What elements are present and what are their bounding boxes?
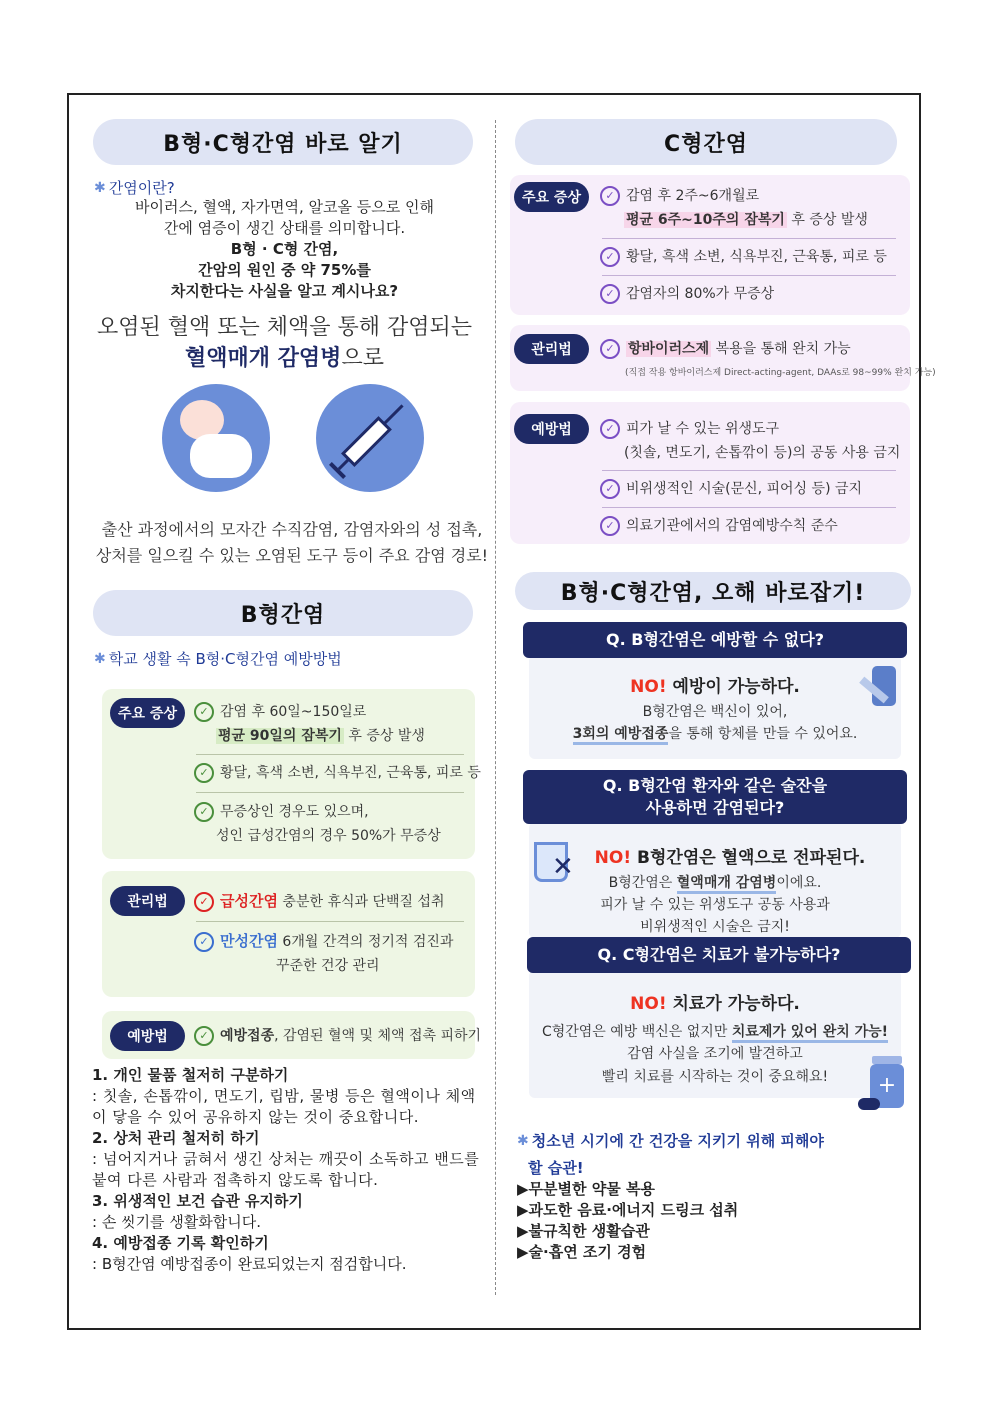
list-item-body: : B형간염 예방접종이 완료되었는지 점검합니다. [92,1255,407,1273]
check-icon: ✓ [600,247,620,267]
intro-line-1: 바이러스, 혈액, 자가면역, 알코올 등으로 인해 [135,198,434,216]
b-symptom-badge: 주요 증상 [110,698,185,728]
divider-line [602,507,896,508]
q3-answer-head: NO! 치료가 가능하다. [630,994,800,1014]
syringe-vial-icon [858,660,898,720]
list-item-body: : 넘어지거나 긁혀서 생긴 상처는 깨끗이 소독하고 밴드를 붙여 다른 사람과 접촉하지 않도록 합니다. [92,1150,480,1189]
b-symptom-3: ✓ 무증상인 경우도 있으며, [194,801,369,823]
misconceptions-title-pill [515,572,911,610]
c-symptom-1b: 평균 6주~10주의 잠복기 후 증상 발생 [626,212,868,228]
list-item: ▶무분별한 약물 복용 [517,1180,655,1198]
c-prevent-1b: (칫솔, 면도기, 손톱깎이 등)의 공동 사용 금지 [624,445,901,461]
list-item: ▶술·흡연 조기 경험 [517,1243,647,1261]
left-title: B형·C형간염 바로 알기 [163,131,403,157]
list-item: 4. 예방접종 기록 확인하기 [92,1234,269,1252]
column-divider [495,120,496,1295]
q1-header: Q. B형간염은 예방할 수 없다? [523,622,907,658]
check-icon: ✓ [194,892,214,912]
infection-text-1: 오염된 혈액 또는 체액을 통해 감염되는 [97,315,472,340]
c-prevent-badge: 예방법 [514,414,589,444]
bold-line-2: 간암의 원인 중 약 75%를 [198,261,371,279]
what-is-hepatitis-heading: ✱ 간염이란? [94,179,175,197]
check-icon: ✓ [194,763,214,783]
b-symptom-1: ✓ 감염 후 60일~150일로 [194,701,366,723]
q3-answer-1: C형간염은 예방 백신은 없지만 치료제가 있어 완치 가능! [529,1021,901,1043]
check-icon: ✓ [600,419,620,439]
check-icon: ✓ [600,339,620,359]
b-manage-1: ✓ 급성간염 충분한 휴식과 단백질 섭취 [194,890,445,913]
left-title-pill [93,119,473,165]
prevention-list [92,1065,482,1275]
q2-answer-2: 피가 날 수 있는 위생도구 공동 사용과 [600,897,830,913]
star-icon: ✱ [517,1132,529,1149]
hepatitis-c-title: C형간염 [664,131,748,157]
list-item-body: : 칫솔, 손톱깎이, 면도기, 립밤, 물병 등은 혈액이나 체액이 닿을 수 있어 공유하지 않는 것이 중요합니다. [92,1087,476,1126]
medicine-bottle-icon: + [858,1052,912,1116]
b-symptom-1b: 평균 90일의 잠복기 후 증상 발생 [218,728,425,744]
list-item: 3. 위생적인 보건 습관 유지하기 [92,1192,303,1210]
b-manage-badge: 관리법 [110,886,185,916]
q1-answer-2: 3회의 예방접종을 통해 항체를 만들 수 있어요. [529,723,901,745]
q1-answer-1: B형간염은 백신이 있어, [642,704,788,720]
baby-illustration-circle [162,384,270,492]
c-manage-note: (직접 작용 항바이러스제 Direct-acting-agent, DAAs로 98~99% 완치 가능) [625,368,936,378]
hepatitis-b-title-pill [93,590,473,636]
list-item-body: : 손 씻기를 생활화합니다. [92,1213,262,1231]
check-icon: ✓ [194,932,214,952]
b-prevent-1: ✓ 예방접종, 감염된 혈액 및 체액 접촉 피하기 [194,1025,481,1047]
b-manage-2: ✓ 만성간염 6개월 간격의 정기적 검진과 [194,930,453,953]
q2-answer-3: 비위생적인 시술은 금지! [640,919,790,935]
list-item: ▶불규칙한 생활습관 [517,1222,650,1240]
q2-answer-1: B형간염은 혈액매개 감염병이에요. [529,872,901,894]
syringe-icon [316,384,424,492]
habit-heading: ✱ 청소년 시기에 간 건강을 지키기 위해 피해야 [517,1132,824,1150]
b-symptom-3b: 성인 급성간염의 경우 50%가 무증상 [216,828,441,844]
hepatitis-c-title-pill [515,119,897,165]
check-icon: ✓ [600,516,620,536]
check-icon: ✓ [600,479,620,499]
check-icon: ✓ [600,186,620,206]
list-item: 2. 상처 관리 철저히 하기 [92,1129,260,1147]
intro-line-2: 간에 염증이 생긴 상태를 의미합니다. [163,219,406,237]
b-manage-2b: 꾸준한 건강 관리 [276,958,380,974]
c-symptom-3: ✓ 감염자의 80%가 무증상 [600,283,774,305]
q3-answer-2: 감염 사실을 조기에 발견하고 [627,1046,803,1062]
route-caption-1: 출산 과정에서의 모자간 수직감염, 감염자와의 성 접촉, [101,520,483,539]
q3-header: Q. C형간염은 치료가 불가능하다? [527,937,911,973]
divider-line [602,238,896,239]
c-prevent-3: ✓ 의료기관에서의 감염예방수칙 준수 [600,515,838,537]
school-prevention-heading: ✱ 학교 생활 속 B형·C형간염 예방방법 [94,650,342,668]
q1-answer-head: NO! 예방이 가능하다. [630,677,800,697]
c-manage-1: ✓ 항바이러스제 복용을 통해 완치 가능 [600,338,851,360]
c-symptom-2: ✓ 황달, 흑색 소변, 식욕부진, 근육통, 피로 등 [600,246,887,268]
q2-header: Q. B형간염 환자와 같은 술잔을 사용하면 감염된다? [523,770,907,824]
bold-line-1: B형 · C형 간염, [230,240,339,258]
q3-answer-3: 빨리 치료를 시작하는 것이 중요해요! [601,1069,829,1085]
route-caption-2: 상처를 일으킬 수 있는 오염된 도구 등이 주요 감염 경로! [95,546,489,565]
divider-line [602,470,896,471]
bold-line-3: 차지한다는 사실을 알고 계시나요? [170,282,399,300]
c-symptom-badge: 주요 증상 [514,182,589,212]
check-icon: ✓ [600,284,620,304]
list-item: ▶과도한 음료·에너지 드링크 섭취 [517,1201,739,1219]
infection-text-2: 혈액매개 감염병으로 [185,346,384,371]
c-manage-badge: 관리법 [514,334,589,364]
list-item: 1. 개인 물품 철저히 구분하기 [92,1066,289,1084]
divider-line [196,754,464,755]
blanket-shape [190,434,252,478]
habit-heading-2: 할 습관! [528,1159,584,1177]
cup-icon: ✕ [530,838,574,882]
habit-list [517,1179,738,1263]
divider-line [602,275,896,276]
check-icon: ✓ [194,802,214,822]
syringe-illustration-circle [316,384,424,492]
hepatitis-b-title: B형간염 [240,602,326,628]
divider-line [196,792,464,793]
star-icon: ✱ [94,650,106,667]
q2-answer-head: NO! B형간염은 혈액으로 전파된다. [594,848,866,868]
b-symptom-2: ✓ 황달, 흑색 소변, 식욕부진, 근육통, 피로 등 [194,762,481,784]
check-icon: ✓ [194,702,214,722]
c-prevent-1: ✓ 피가 날 수 있는 위생도구 [600,418,779,440]
misconceptions-title: B형·C형간염, 오해 바로잡기! [560,580,866,606]
star-icon: ✱ [94,179,106,196]
c-symptom-1: ✓ 감염 후 2주~6개월로 [600,185,759,207]
divider-line [196,921,464,922]
check-icon: ✓ [194,1026,214,1046]
c-prevent-2: ✓ 비위생적인 시술(문신, 피어싱 등) 금지 [600,478,862,500]
b-prevent-badge: 예방법 [110,1021,185,1051]
